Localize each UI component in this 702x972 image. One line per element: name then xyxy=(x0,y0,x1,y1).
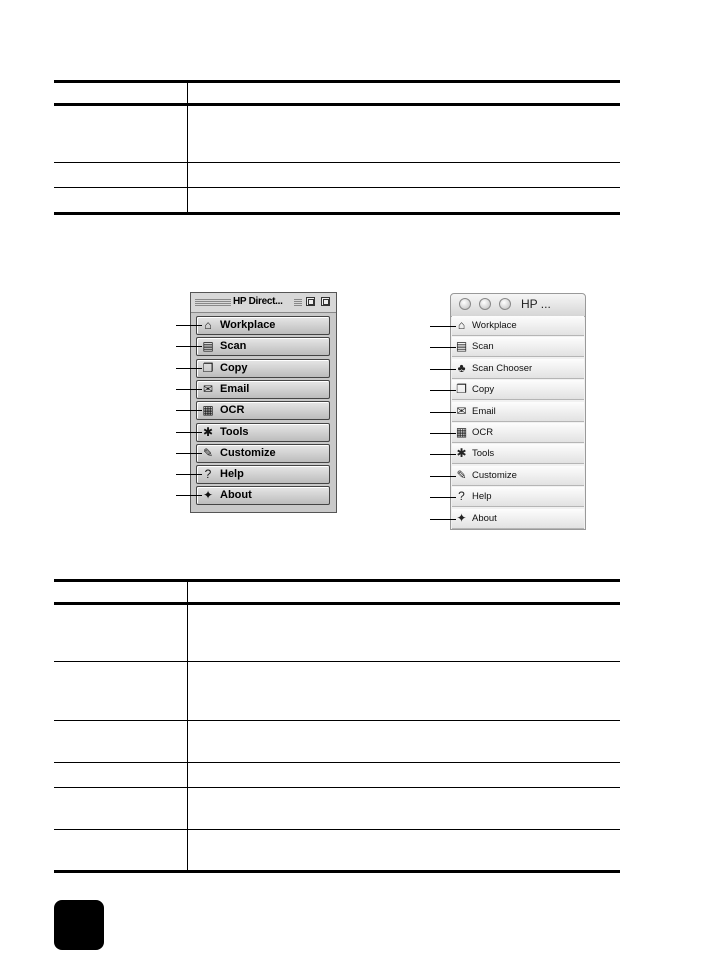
table-rule xyxy=(54,162,620,163)
classic-button-label: Email xyxy=(220,382,250,395)
table-rule xyxy=(54,80,620,83)
callout-line xyxy=(176,410,202,411)
zoom-box-icon[interactable] xyxy=(306,297,315,306)
minimize-button-icon[interactable] xyxy=(479,298,491,310)
aqua-button-label: Copy xyxy=(472,384,495,396)
aqua-button-tools[interactable] xyxy=(452,444,584,464)
classic-button-about[interactable] xyxy=(196,486,330,505)
customize-icon: ✎ xyxy=(456,467,467,482)
callout-line xyxy=(430,497,456,498)
classic-director-palette xyxy=(190,292,337,513)
callout-line xyxy=(430,519,456,520)
table-rule xyxy=(54,212,620,215)
customize-icon: ✎ xyxy=(202,445,214,460)
ocr-icon: ▦ xyxy=(202,403,214,418)
aqua-button-label: Customize xyxy=(472,469,517,481)
classic-window-title: HP Direct... xyxy=(233,296,283,307)
page-tab xyxy=(54,900,104,950)
classic-button-tools[interactable] xyxy=(196,423,330,442)
table-rule xyxy=(54,829,620,830)
table-column-divider xyxy=(187,80,188,214)
copy-icon: ❐ xyxy=(202,360,214,375)
table-rule xyxy=(54,602,620,605)
callout-line xyxy=(176,432,202,433)
table-rule xyxy=(54,661,620,662)
aqua-button-customize[interactable] xyxy=(452,466,584,486)
about-icon: ✦ xyxy=(202,488,214,503)
classic-button-label: Customize xyxy=(220,446,276,459)
classic-button-scan[interactable] xyxy=(196,337,330,356)
table-rule xyxy=(54,870,620,873)
aqua-button-copy[interactable] xyxy=(452,380,584,400)
classic-button-label: Tools xyxy=(220,425,249,438)
collapse-box-icon[interactable] xyxy=(321,297,330,306)
callout-line xyxy=(176,474,202,475)
help-icon: ? xyxy=(458,489,465,504)
callout-line xyxy=(430,476,456,477)
title-bar-stripes xyxy=(195,299,231,306)
aqua-button-email[interactable] xyxy=(452,402,584,422)
scan-chooser-icon: ♣ xyxy=(457,360,466,375)
about-icon: ✦ xyxy=(456,510,467,525)
ocr-icon: ▦ xyxy=(455,425,468,439)
classic-button-email[interactable] xyxy=(196,380,330,399)
workplace-icon: ⌂ xyxy=(457,318,466,332)
callout-line xyxy=(430,433,456,434)
classic-button-workplace[interactable] xyxy=(196,316,330,335)
callout-line xyxy=(430,347,456,348)
aqua-title-bar[interactable] xyxy=(451,294,585,317)
classic-button-help[interactable] xyxy=(196,465,330,484)
table-rule xyxy=(54,762,620,763)
callout-line xyxy=(176,325,202,326)
classic-button-label: Workplace xyxy=(220,319,276,331)
aqua-button-workplace[interactable] xyxy=(452,316,584,336)
aqua-window-title: HP ... xyxy=(521,297,551,311)
scan-icon: ▤ xyxy=(202,339,214,354)
aqua-director-palette xyxy=(450,293,586,530)
table-rule xyxy=(54,187,620,188)
aqua-button-label: Workplace xyxy=(472,320,517,331)
aqua-button-label: Scan Chooser xyxy=(472,362,533,374)
classic-title-bar[interactable] xyxy=(191,293,336,313)
callout-line xyxy=(430,412,456,413)
table-rule xyxy=(54,579,620,582)
close-button-icon[interactable] xyxy=(459,298,471,310)
classic-button-label: About xyxy=(220,489,252,502)
aqua-button-ocr[interactable] xyxy=(452,423,584,443)
callout-line xyxy=(176,453,202,454)
table-rule xyxy=(54,787,620,788)
callout-line xyxy=(176,368,202,369)
classic-button-label: Scan xyxy=(220,340,247,353)
email-icon: ✉ xyxy=(456,403,467,418)
aqua-button-label: Help xyxy=(472,491,492,503)
aqua-button-label: Tools xyxy=(472,448,495,460)
table-rule xyxy=(54,103,620,106)
classic-button-copy[interactable] xyxy=(196,359,330,378)
classic-button-label: Help xyxy=(220,468,244,481)
copy-icon: ❐ xyxy=(456,382,467,397)
classic-button-label: Copy xyxy=(220,361,248,374)
aqua-button-label: Scan xyxy=(472,341,494,353)
classic-button-ocr[interactable] xyxy=(196,401,330,420)
classic-button-label: OCR xyxy=(220,404,245,417)
tools-icon: ✱ xyxy=(456,446,467,461)
email-icon: ✉ xyxy=(202,381,214,396)
aqua-button-scan-chooser[interactable] xyxy=(452,359,584,379)
callout-line xyxy=(430,326,456,327)
callout-line xyxy=(430,369,456,370)
workplace-icon: ⌂ xyxy=(204,318,212,332)
callout-line xyxy=(430,454,456,455)
aqua-button-label: Email xyxy=(472,405,496,417)
aqua-button-label: About xyxy=(472,512,497,524)
zoom-button-icon[interactable] xyxy=(499,298,511,310)
classic-button-customize[interactable] xyxy=(196,444,330,463)
title-bar-stripes xyxy=(294,299,302,306)
aqua-button-label: OCR xyxy=(472,427,494,438)
table-column-divider xyxy=(187,579,188,872)
table-rule xyxy=(54,720,620,721)
scan-icon: ▤ xyxy=(455,339,468,354)
callout-line xyxy=(176,389,202,390)
callout-line xyxy=(176,346,202,347)
aqua-button-about[interactable] xyxy=(452,509,584,529)
callout-line xyxy=(176,495,202,496)
callout-line xyxy=(430,390,456,391)
aqua-button-help[interactable] xyxy=(452,487,584,507)
tools-icon: ✱ xyxy=(202,424,214,439)
aqua-button-scan[interactable] xyxy=(452,337,584,357)
help-icon: ? xyxy=(204,467,212,482)
